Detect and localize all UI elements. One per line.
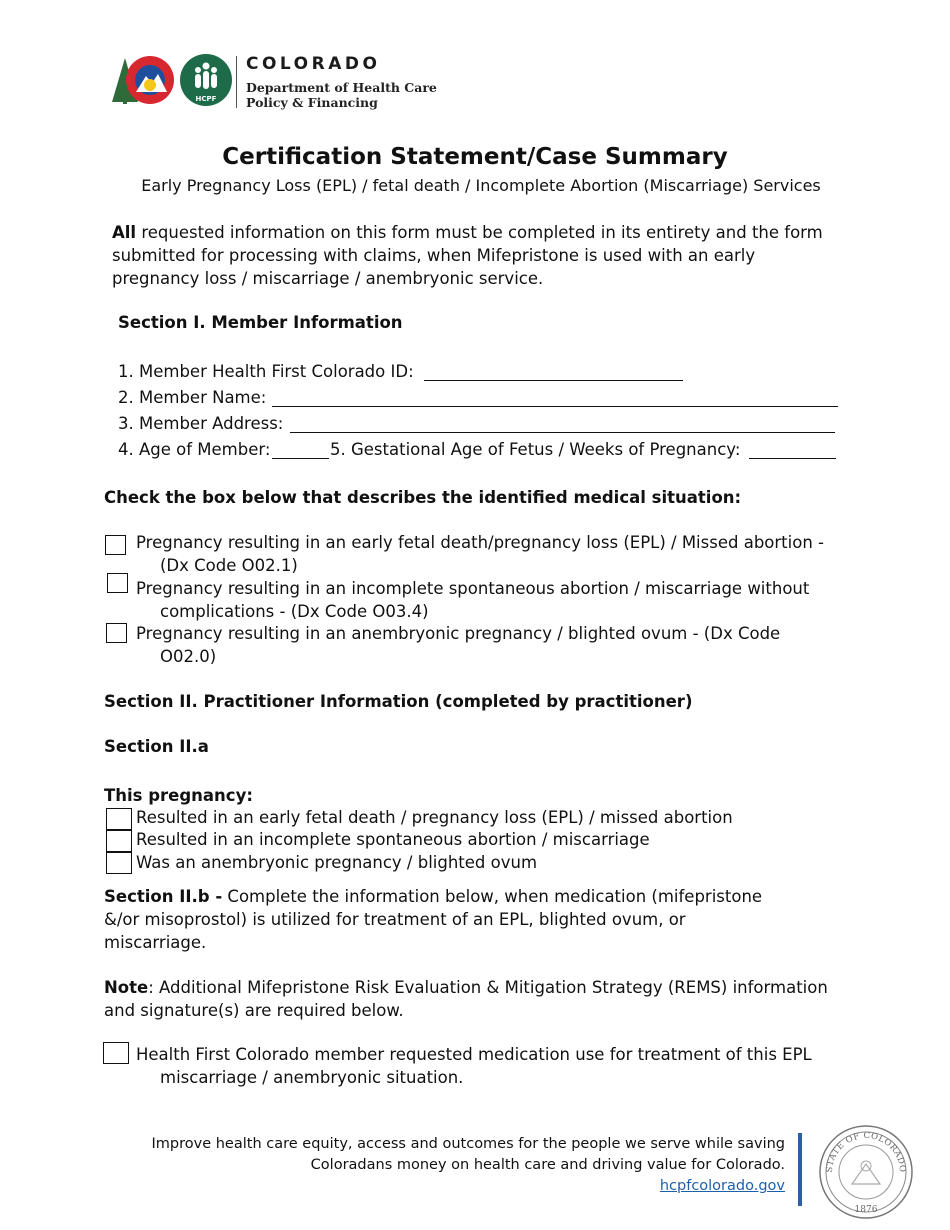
hcpf-badge-text: HCPF (195, 95, 217, 103)
intro-paragraph (112, 221, 852, 290)
member-age-input[interactable] (272, 458, 329, 459)
member-address-label: 3. Member Address: (118, 414, 284, 433)
intro-bold: All (112, 223, 137, 242)
member-request-option (136, 1043, 812, 1089)
logo-divider (236, 56, 237, 108)
situation-option-epl-line-1: Pregnancy resulting in an early fetal death/pregnancy loss (EPL) / Missed abortion - (136, 533, 824, 552)
department-line-1: Department of Health Care (246, 80, 437, 95)
situation-option-incomplete-line-1: Pregnancy resulting in an incomplete spontaneous abortion / miscarriage without (136, 579, 810, 598)
footer-website-link[interactable]: hcpfcolorado.gov (659, 1178, 785, 1194)
footer-text (100, 1134, 785, 1197)
state-seal-icon (818, 1124, 914, 1220)
situation-option-incomplete (136, 577, 809, 623)
situation-option-incomplete-line-2: complications - (Dx Code O03.4) (160, 602, 429, 621)
intro-line-1: requested information on this form must be completed in its entirety and the form (136, 223, 823, 242)
section-1-heading: Section I. Member Information (118, 313, 403, 332)
member-name-label: 2. Member Name: (118, 388, 267, 407)
note-line-1: : Additional Mifepristone Risk Evaluation & Mitigation Strategy (REMS) information (148, 978, 828, 997)
footer-line-1: Improve health care equity, access and outcomes for the people we serve while saving (151, 1136, 785, 1152)
situation-heading: Check the box below that describes the identified medical situation: (104, 488, 742, 507)
pregnancy-heading: This pregnancy: (104, 786, 253, 805)
seal-year: 1876 (854, 1205, 878, 1215)
member-age-label: 4. Age of Member: (118, 440, 271, 459)
note-paragraph (104, 976, 844, 1022)
member-request-checkbox[interactable] (103, 1042, 129, 1064)
gestational-age-input[interactable] (749, 458, 836, 459)
member-id-label: 1. Member Health First Colorado ID: (118, 362, 414, 381)
member-request-line-2: miscarriage / anembryonic situation. (160, 1068, 464, 1087)
section-2b-paragraph (104, 885, 824, 954)
intro-line-2: submitted for processing with claims, when Mifepristone is used with an early (112, 246, 756, 265)
pregnancy-checkbox-anembryonic[interactable] (106, 852, 132, 874)
member-request-line-1: Health First Colorado member requested medication use for treatment of this EPL (136, 1045, 812, 1064)
member-id-input[interactable] (424, 380, 683, 381)
footer-accent-bar (798, 1133, 802, 1206)
situation-option-epl (136, 531, 824, 577)
brand-name: COLORADO (246, 54, 381, 74)
section-2-heading: Section II. Practitioner Information (completed by practitioner) (104, 692, 693, 711)
section-2a-heading: Section II.a (104, 737, 209, 756)
department-line-2: Policy & Financing (246, 95, 378, 110)
situation-checkbox-anembryonic[interactable] (106, 623, 127, 643)
pregnancy-option-incomplete: Resulted in an incomplete spontaneous abortion / miscarriage (136, 830, 650, 849)
intro-line-3: pregnancy loss / miscarriage / anembryonic service. (112, 269, 544, 288)
situation-option-anembryonic-line-1: Pregnancy resulting in an anembryonic pregnancy / blighted ovum - (Dx Code (136, 624, 781, 643)
situation-checkbox-incomplete[interactable] (107, 573, 128, 593)
section-2b-line-2: &/or misoprostol) is utilized for treatment of an EPL, blighted ovum, or (104, 910, 686, 929)
section-2b-heading: Section II.b - (104, 887, 223, 906)
gestational-age-label: 5. Gestational Age of Fetus / Weeks of Pregnancy: (330, 440, 741, 459)
section-2b-line-1: Complete the information below, when medication (mifepristone (222, 887, 763, 906)
member-name-input[interactable] (272, 406, 838, 407)
situation-option-anembryonic (136, 622, 780, 668)
situation-option-epl-line-2: (Dx Code O02.1) (160, 556, 298, 575)
pregnancy-option-anembryonic: Was an anembryonic pregnancy / blighted ovum (136, 853, 538, 872)
section-2b-line-3: miscarriage. (104, 933, 207, 952)
seal-text: STATE OF COLORADO (824, 1130, 908, 1173)
pregnancy-checkbox-epl[interactable] (106, 808, 132, 830)
page-subtitle: Early Pregnancy Loss (EPL) / fetal death / Incomplete Abortion (Miscarriage) Services (141, 176, 821, 195)
colorado-flag-logo-icon (112, 52, 242, 114)
page-title: Certification Statement/Case Summary (222, 144, 728, 170)
member-address-input[interactable] (290, 432, 835, 433)
pregnancy-option-epl: Resulted in an early fetal death / pregnancy loss (EPL) / missed abortion (136, 808, 733, 827)
note-line-2: and signature(s) are required below. (104, 1001, 404, 1020)
situation-option-anembryonic-line-2: O02.0) (160, 647, 217, 666)
footer-line-2: Coloradans money on health care and driving value for Colorado. (310, 1157, 785, 1173)
pregnancy-checkbox-incomplete[interactable] (106, 830, 132, 852)
situation-checkbox-epl[interactable] (105, 535, 126, 555)
note-label: Note (104, 978, 149, 997)
